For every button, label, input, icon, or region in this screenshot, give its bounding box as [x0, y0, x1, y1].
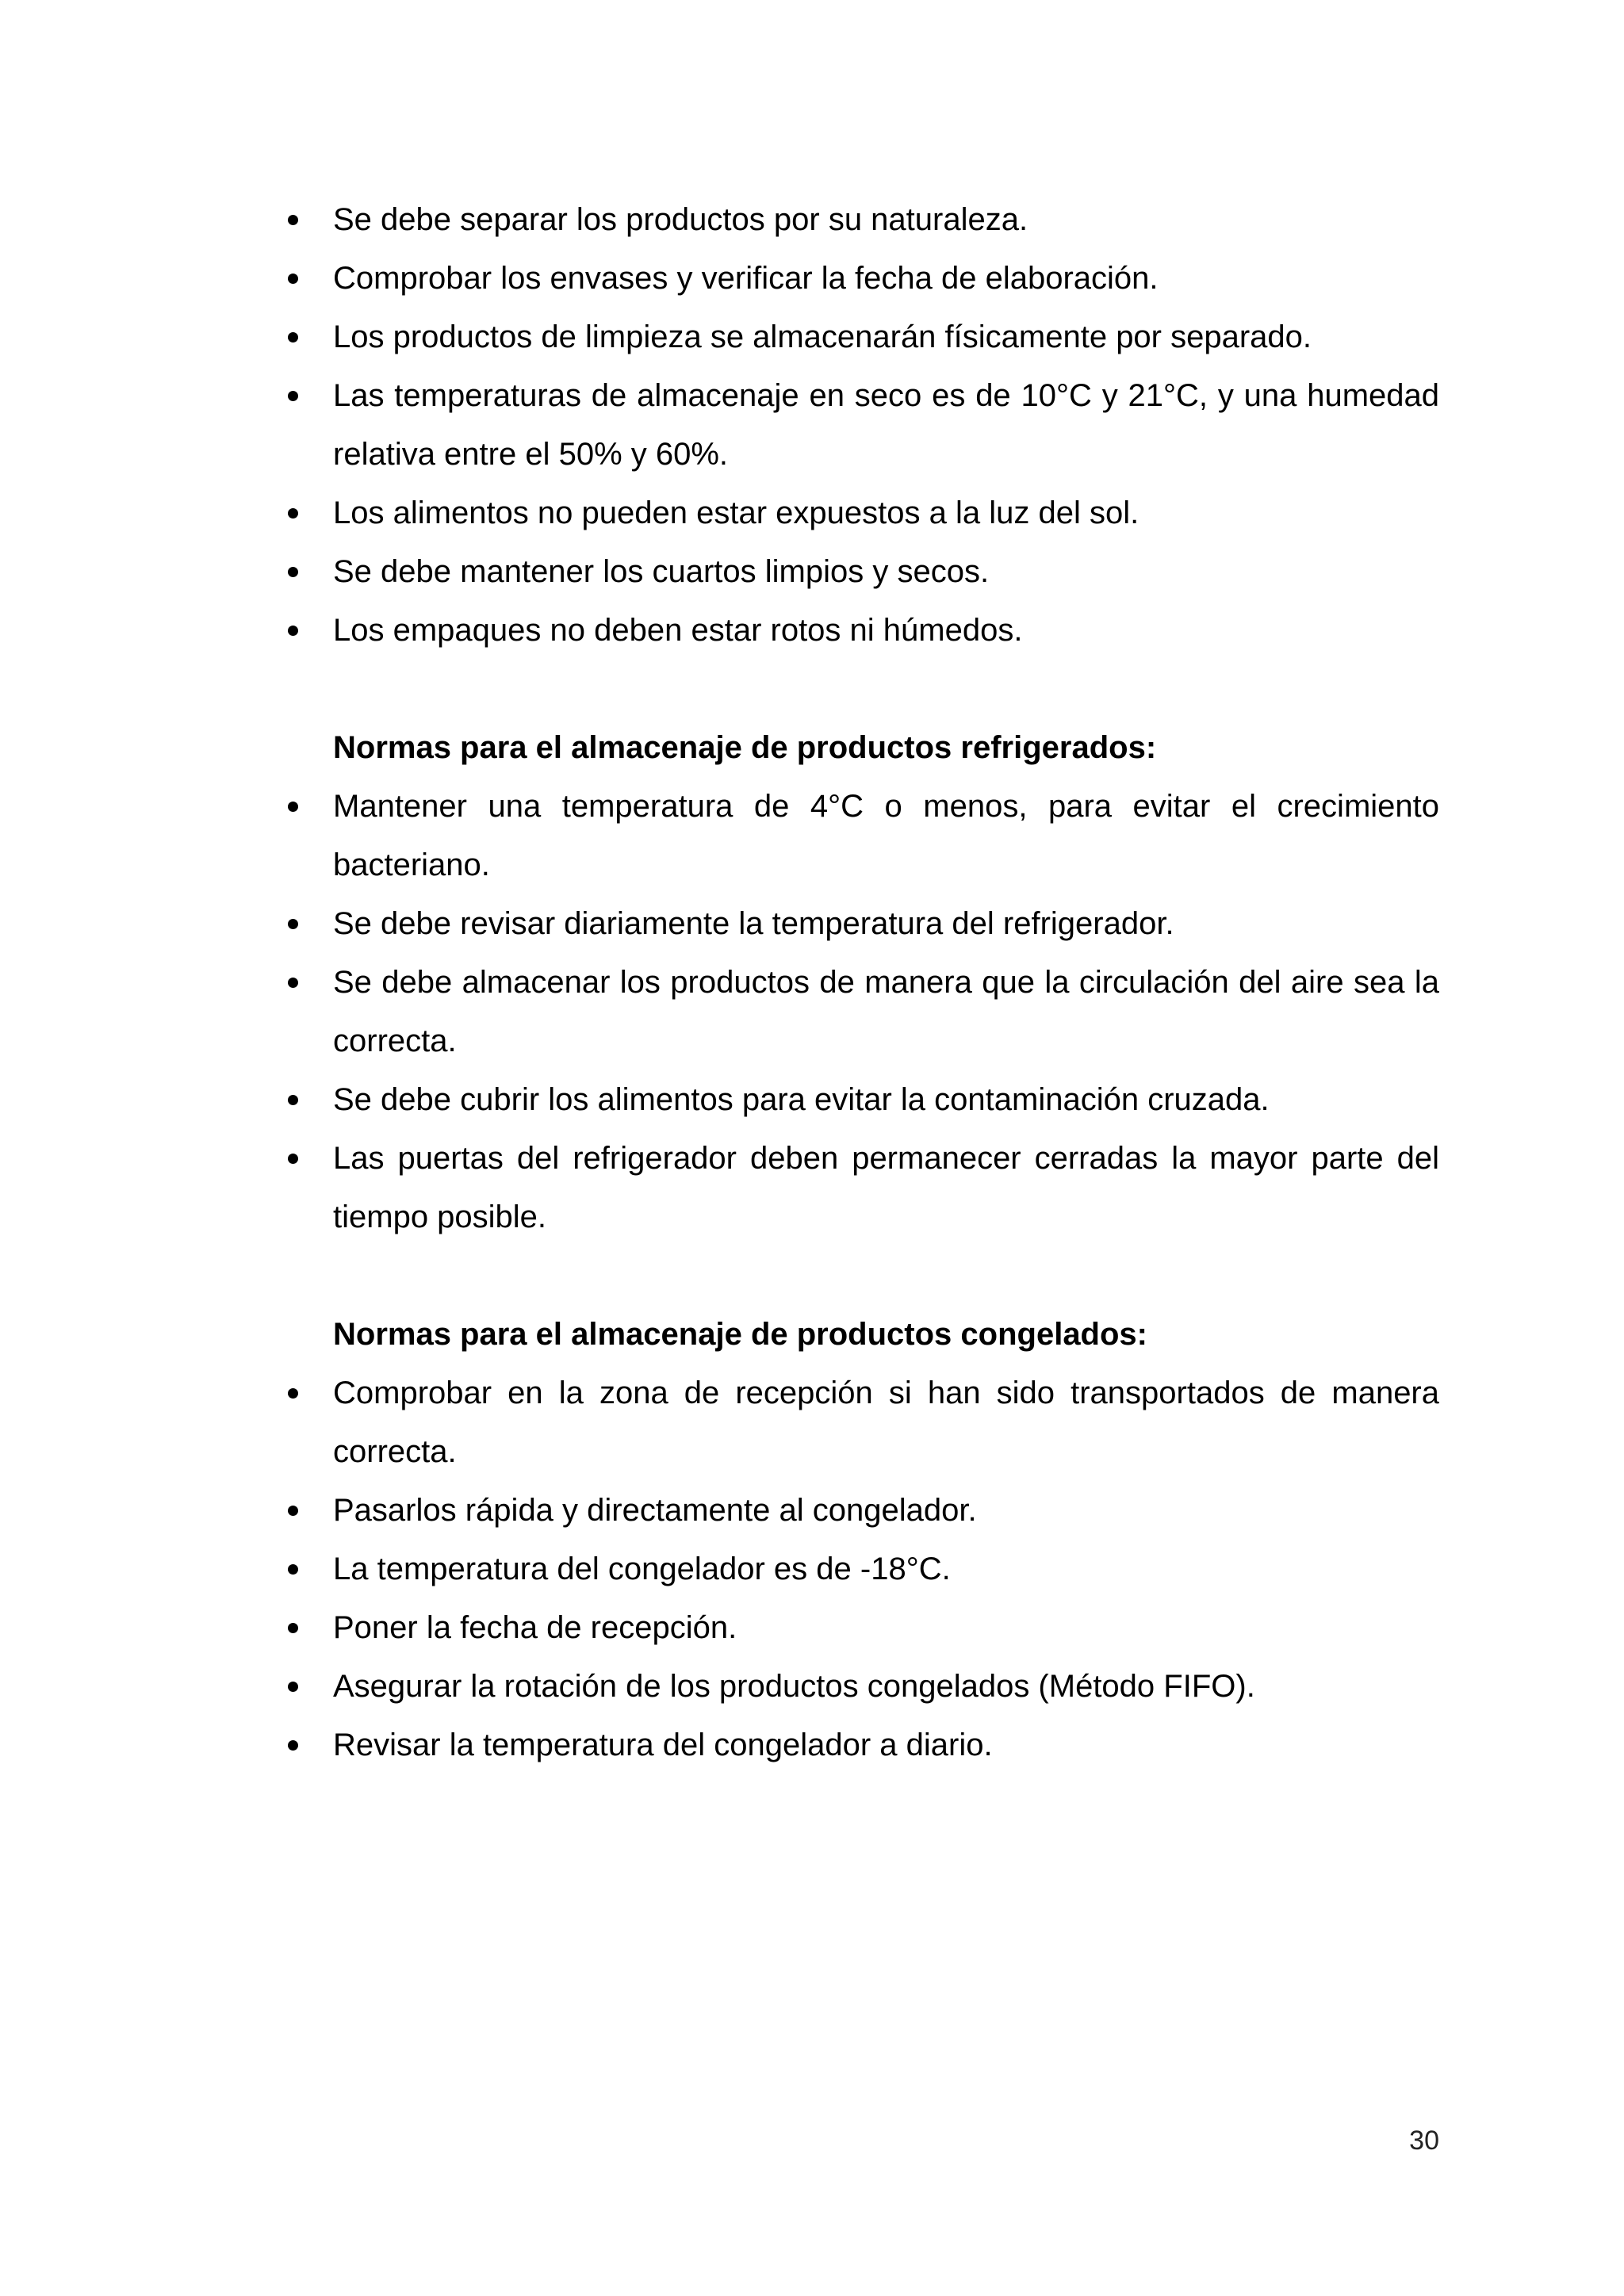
list-item: Se debe revisar diariamente la temperatura del refrigerador.	[282, 894, 1439, 953]
list-item: Se debe cubrir los alimentos para evitar la contaminación cruzada.	[282, 1070, 1439, 1129]
list-item: Pasarlos rápida y directamente al congelador.	[282, 1481, 1439, 1540]
refrigerated-storage-list	[282, 777, 1439, 1246]
frozen-storage-list	[282, 1364, 1439, 1774]
page-content	[282, 190, 1439, 1774]
list-item: Se debe almacenar los productos de manera que la circulación del aire sea la correcta.	[282, 953, 1439, 1070]
list-item: Las temperaturas de almacenaje en seco es de 10°C y 21°C, y una humedad relativa entre el 50% y 60%.	[282, 366, 1439, 484]
refrigerated-heading: Normas para el almacenaje de productos refrigerados:	[333, 730, 1157, 765]
list-item: Se debe mantener los cuartos limpios y secos.	[282, 542, 1439, 601]
list-item: Los productos de limpieza se almacenarán físicamente por separado.	[282, 308, 1439, 366]
list-item: Se debe separar los productos por su naturaleza.	[282, 190, 1439, 249]
list-item: Revisar la temperatura del congelador a diario.	[282, 1716, 1439, 1774]
dry-storage-list	[282, 190, 1439, 660]
list-item: Los empaques no deben estar rotos ni húmedos.	[282, 601, 1439, 660]
list-item: Asegurar la rotación de los productos congelados (Método FIFO).	[282, 1657, 1439, 1716]
list-item: Las puertas del refrigerador deben permanecer cerradas la mayor parte del tiempo posible.	[282, 1129, 1439, 1246]
list-item: Los alimentos no pueden estar expuestos a la luz del sol.	[282, 484, 1439, 542]
list-item: La temperatura del congelador es de -18°C.	[282, 1540, 1439, 1598]
list-item: Comprobar en la zona de recepción si han sido transportados de manera correcta.	[282, 1364, 1439, 1481]
page-number: 30	[1409, 2126, 1439, 2156]
list-item: Mantener una temperatura de 4°C o menos, para evitar el crecimiento bacteriano.	[282, 777, 1439, 894]
frozen-heading: Normas para el almacenaje de productos congelados:	[333, 1317, 1147, 1352]
list-item: Poner la fecha de recepción.	[282, 1598, 1439, 1657]
list-item: Comprobar los envases y verificar la fecha de elaboración.	[282, 249, 1439, 308]
